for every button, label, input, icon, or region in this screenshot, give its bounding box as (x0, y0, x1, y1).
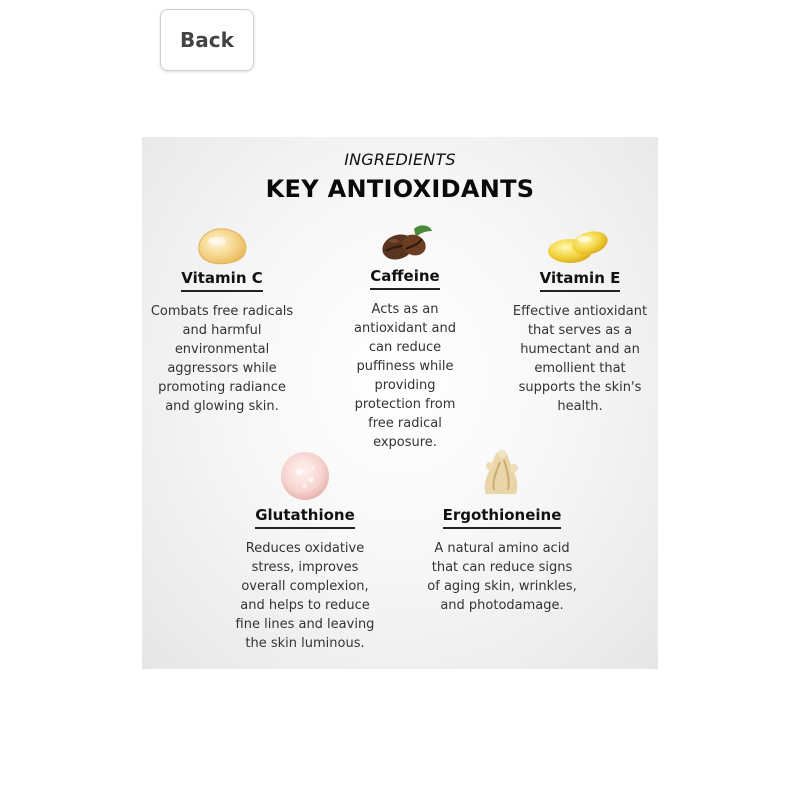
ingredient-caffeine (325, 219, 485, 452)
coffee-beans-icon (370, 219, 440, 265)
mushroom-icon (472, 444, 532, 504)
ingredient-name: Caffeine (370, 267, 439, 290)
ingredient-name: Vitamin C (181, 269, 262, 292)
glutathione-droplet-icon (275, 448, 335, 504)
ingredient-description: Combats free radicals and harmful environmental aggressors while promoting radiance and glowing skin. (150, 304, 294, 414)
ingredient-name: Ergothioneine (443, 506, 562, 529)
ingredient-name: Vitamin E (540, 269, 621, 292)
vitamin-e-capsule-icon (540, 223, 620, 267)
vitamin-c-gel-drop-icon (187, 223, 257, 267)
card-title: KEY ANTIOXIDANTS (265, 175, 535, 203)
ingredients-card (142, 137, 658, 669)
ingredient-description: Reduces oxidative stress, improves overall complexion, and helps to reduce fine lines and leaving the skin luminous. (235, 541, 375, 651)
ingredient-vitamin-c (142, 223, 302, 416)
card-eyebrow: INGREDIENTS (344, 150, 456, 169)
ingredient-glutathione (225, 448, 385, 653)
back-button[interactable]: Back (160, 9, 254, 71)
ingredient-description: Effective antioxidant that serves as a humectant and an emollient that supports the skin's health. (512, 304, 648, 414)
ingredient-name: Glutathione (255, 506, 355, 529)
ingredient-description: A natural amino acid that can reduce signs of aging skin, wrinkles, and photodamage. (427, 541, 577, 613)
ingredient-vitamin-e (500, 223, 658, 416)
ingredient-ergothioneine (422, 444, 582, 615)
ingredient-description: Acts as an antioxidant and can reduce puffiness while providing protection from free radical exposure. (354, 302, 456, 450)
